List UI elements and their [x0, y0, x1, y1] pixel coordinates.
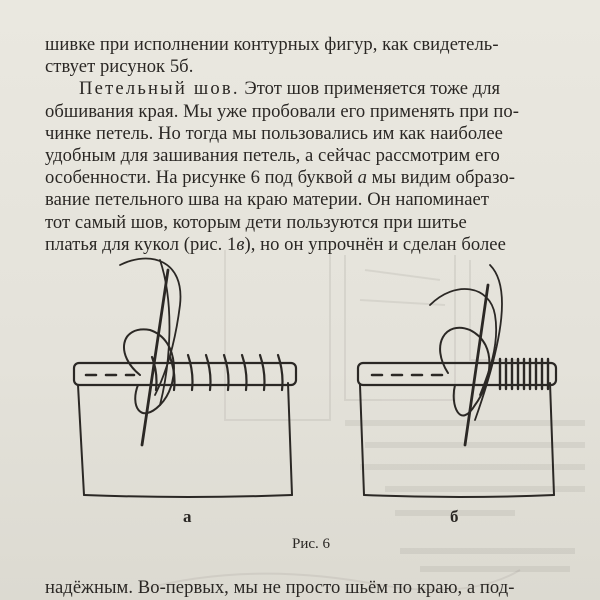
- figure-label-b: б: [450, 507, 459, 526]
- section-heading: Петельный шов.: [79, 78, 240, 100]
- text-line-1: шивке при исполнении контурных фигур, как свидетель-: [45, 34, 499, 55]
- stitch-diagram-a: [74, 258, 296, 497]
- text-line-5: чинке петель. Но тогда мы пользовались им как наиболее: [45, 122, 503, 144]
- text-line-10-b: ), но он упрочнён и сделан более: [244, 233, 506, 255]
- text-line-3-rest: Этот шов применяется тоже для: [239, 78, 501, 100]
- text-line-6: удобным для зашивания петель, а сейчас рассмотрим его: [45, 145, 500, 167]
- text-line-7: [45, 167, 585, 189]
- stitch-diagram-b: [358, 265, 556, 497]
- text-line-9: тот самый шов, которым дети пользуются при шитье: [45, 211, 467, 233]
- text-line-7-a: особенности. На рисунке 6 под буквой: [45, 167, 358, 189]
- text-line-bottom-1: надёжным. Во-первых, мы не просто шьём по краю, а под-: [45, 577, 515, 598]
- text-line-7-b: мы видим образо-: [366, 167, 515, 189]
- text-line-7-letter: а: [357, 167, 367, 189]
- figure-6-illustration: [60, 245, 580, 535]
- text-line-10-a: платья для кукол (рис. 1: [45, 233, 237, 255]
- body-text-top: [45, 34, 585, 256]
- figure-label-a: а: [183, 507, 192, 526]
- text-line-2: ствует рисунок 5б.: [45, 56, 194, 78]
- text-line-8: вание петельного шва на краю материи. Он напоминает: [45, 189, 490, 211]
- text-line-10-letter: в: [236, 233, 245, 255]
- text-line-4: обшивания края. Мы уже пробовали его применять при по-: [45, 100, 520, 122]
- figure-caption: Рис. 6: [292, 536, 331, 552]
- body-text-bottom: [45, 577, 585, 599]
- text-line-3: [45, 78, 585, 100]
